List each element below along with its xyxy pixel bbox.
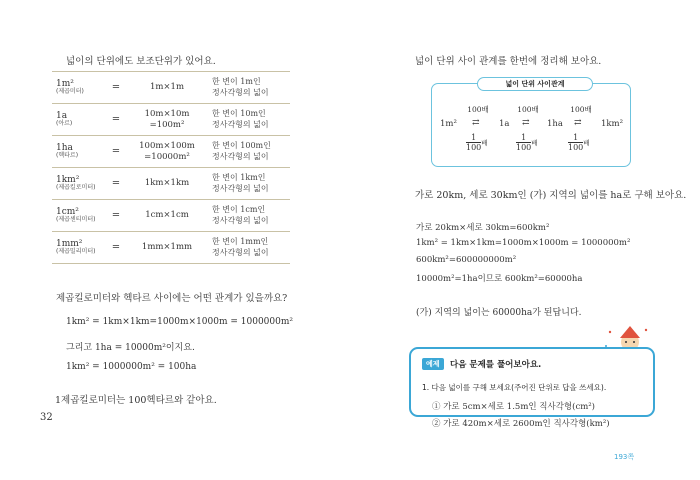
- unit-name: 1cm²: [56, 206, 79, 217]
- unit-row: [52, 232, 290, 264]
- expression-line-2: =100m²: [149, 119, 185, 130]
- left-intro: 넓이의 단위에도 보조단위가 있어요.: [66, 56, 216, 67]
- expression-line-2: =10000m²: [144, 151, 190, 162]
- question-text: 제곱킬로미터와 헥타르 사이에는 어떤 관계가 있을까요?: [56, 293, 288, 304]
- unit-expression: [126, 136, 208, 168]
- unit-name-cell: [52, 136, 106, 168]
- unit-reading: (제곱센티미터): [56, 216, 96, 224]
- unit-name: 1ha: [56, 142, 73, 153]
- unit-name-cell: [52, 104, 106, 136]
- unit-reading: (제곱밀리미터): [56, 248, 96, 256]
- unit-expression: [126, 232, 208, 264]
- description-line-2: 정사각형의 넓이: [212, 183, 269, 193]
- mult-label-2: 100배: [517, 105, 539, 114]
- unit-name: 1km²: [56, 174, 80, 185]
- fraction-3: 1 100 배: [568, 133, 590, 152]
- right-intro: 넓이 단위 사이 관계를 한번에 정리해 보아요.: [415, 56, 602, 67]
- solution-step-3: 600km²=600000000m²: [416, 255, 517, 265]
- unit-description: [208, 104, 290, 136]
- equation-line-1: 1km² = 1km×1km=1000m×1000m = 1000000m²: [66, 317, 293, 327]
- equation-line-3: 1km² = 1000000m² = 100ha: [66, 362, 197, 372]
- unit-name-cell: [52, 168, 106, 200]
- unit-description: [208, 168, 290, 200]
- unit-expression: [126, 200, 208, 232]
- description-line-1: 한 변이 1km인: [212, 173, 266, 183]
- description-line-1: 한 변이 10m인: [212, 109, 266, 119]
- expression-line-1: 1mm×1mm: [141, 242, 193, 253]
- solution-step-4: 10000m²=1ha이므로 600km²=60000ha: [416, 274, 583, 284]
- unit-expression: [126, 104, 208, 136]
- unit-reading: (헥타르): [56, 152, 79, 160]
- unit-name-cell: [52, 200, 106, 232]
- unit-name: 1a: [56, 110, 68, 121]
- description-line-2: 정사각형의 넓이: [212, 87, 269, 97]
- expression-line-1: 10m×10m: [144, 108, 190, 119]
- unit-description: [208, 136, 290, 168]
- unit-expression: [126, 72, 208, 104]
- unit-reading: (아르): [56, 120, 73, 128]
- description-line-2: 정사각형의 넓이: [212, 119, 269, 129]
- unit-name-cell: [52, 232, 106, 264]
- example-badge: 예제: [422, 358, 444, 370]
- unit-expression: [126, 168, 208, 200]
- unit-row: [52, 104, 290, 136]
- description-line-2: 정사각형의 넓이: [212, 151, 269, 161]
- example-item-1: ① 가로 5cm×세로 1.5m인 직사각형(cm²): [432, 402, 595, 412]
- description-line-2: 정사각형의 넓이: [212, 215, 269, 225]
- right-page: [350, 0, 700, 480]
- relation-box-title: 넓이 단위 사이관계: [477, 77, 593, 91]
- description-line-1: 한 변이 1m인: [212, 77, 261, 87]
- unit-reading: (제곱킬로미터): [56, 184, 96, 192]
- example-title: 다음 문제를 풀어보아요.: [450, 360, 542, 370]
- unit-table: [52, 71, 290, 264]
- unit-row: [52, 168, 290, 200]
- unit-a: 1a: [499, 119, 510, 129]
- expression-line-1: 1km×1km: [144, 178, 190, 189]
- example-item-2: ② 가로 420m×세로 2600m인 직사각형(km²): [432, 419, 610, 429]
- unit-description: [208, 72, 290, 104]
- exchange-arrow-icon: ⇄: [522, 118, 530, 128]
- equals-sign: =: [106, 72, 126, 104]
- solution-step-2: 1km² = 1km×1km=1000m×1000m = 1000000m²: [416, 238, 631, 248]
- unit-description: [208, 200, 290, 232]
- unit-ha: 1ha: [547, 119, 563, 129]
- expression-line-1: 100m×100m: [139, 140, 195, 151]
- example-question: 1. 다음 넓이를 구해 보세요(주어진 단위로 답을 쓰세요).: [422, 383, 607, 392]
- equals-sign: =: [106, 104, 126, 136]
- mult-label-1: 100배: [467, 105, 489, 114]
- description-line-1: 한 변이 1cm인: [212, 205, 266, 215]
- expression-line-1: 1cm×1cm: [145, 210, 189, 221]
- page-number: 32: [40, 412, 53, 423]
- unit-row: [52, 72, 290, 104]
- unit-reading: (제곱미터): [56, 88, 84, 96]
- mult-label-3: 100배: [570, 105, 592, 114]
- equation-line-2: 그리고 1ha = 10000m²이지요.: [66, 343, 195, 353]
- answer-text: (가) 지역의 넓이는 60000ha가 된답니다.: [416, 308, 582, 318]
- solution-step-1: 가로 20km×세로 30km=600km²: [416, 223, 550, 233]
- equals-sign: =: [106, 200, 126, 232]
- fraction-2: 1 100 배: [516, 133, 538, 152]
- unit-row: [52, 200, 290, 232]
- fraction-1: 1 100 배: [466, 133, 488, 152]
- unit-name-cell: [52, 72, 106, 104]
- exchange-arrow-icon: ⇄: [472, 118, 480, 128]
- unit-name: 1mm²: [56, 238, 83, 249]
- unit-name: 1m²: [56, 78, 74, 89]
- description-line-2: 정사각형의 넓이: [212, 247, 269, 257]
- conclusion-text: 1제곱킬로미터는 100헥타르와 같아요.: [55, 395, 217, 406]
- unit-km2: 1km²: [601, 119, 624, 129]
- page-reference: 193쪽: [614, 453, 635, 461]
- equals-sign: =: [106, 168, 126, 200]
- equals-sign: =: [106, 232, 126, 264]
- description-line-1: 한 변이 100m인: [212, 141, 271, 151]
- unit-description: [208, 232, 290, 264]
- unit-row: [52, 136, 290, 168]
- equals-sign: =: [106, 136, 126, 168]
- exchange-arrow-icon: ⇄: [574, 118, 582, 128]
- problem-text: 가로 20km, 세로 30km인 (가) 지역의 넓이를 ha로 구해 보아요.: [415, 190, 687, 201]
- expression-line-1: 1m×1m: [149, 82, 185, 93]
- unit-m2: 1m²: [440, 119, 457, 129]
- description-line-1: 한 변이 1mm인: [212, 237, 269, 247]
